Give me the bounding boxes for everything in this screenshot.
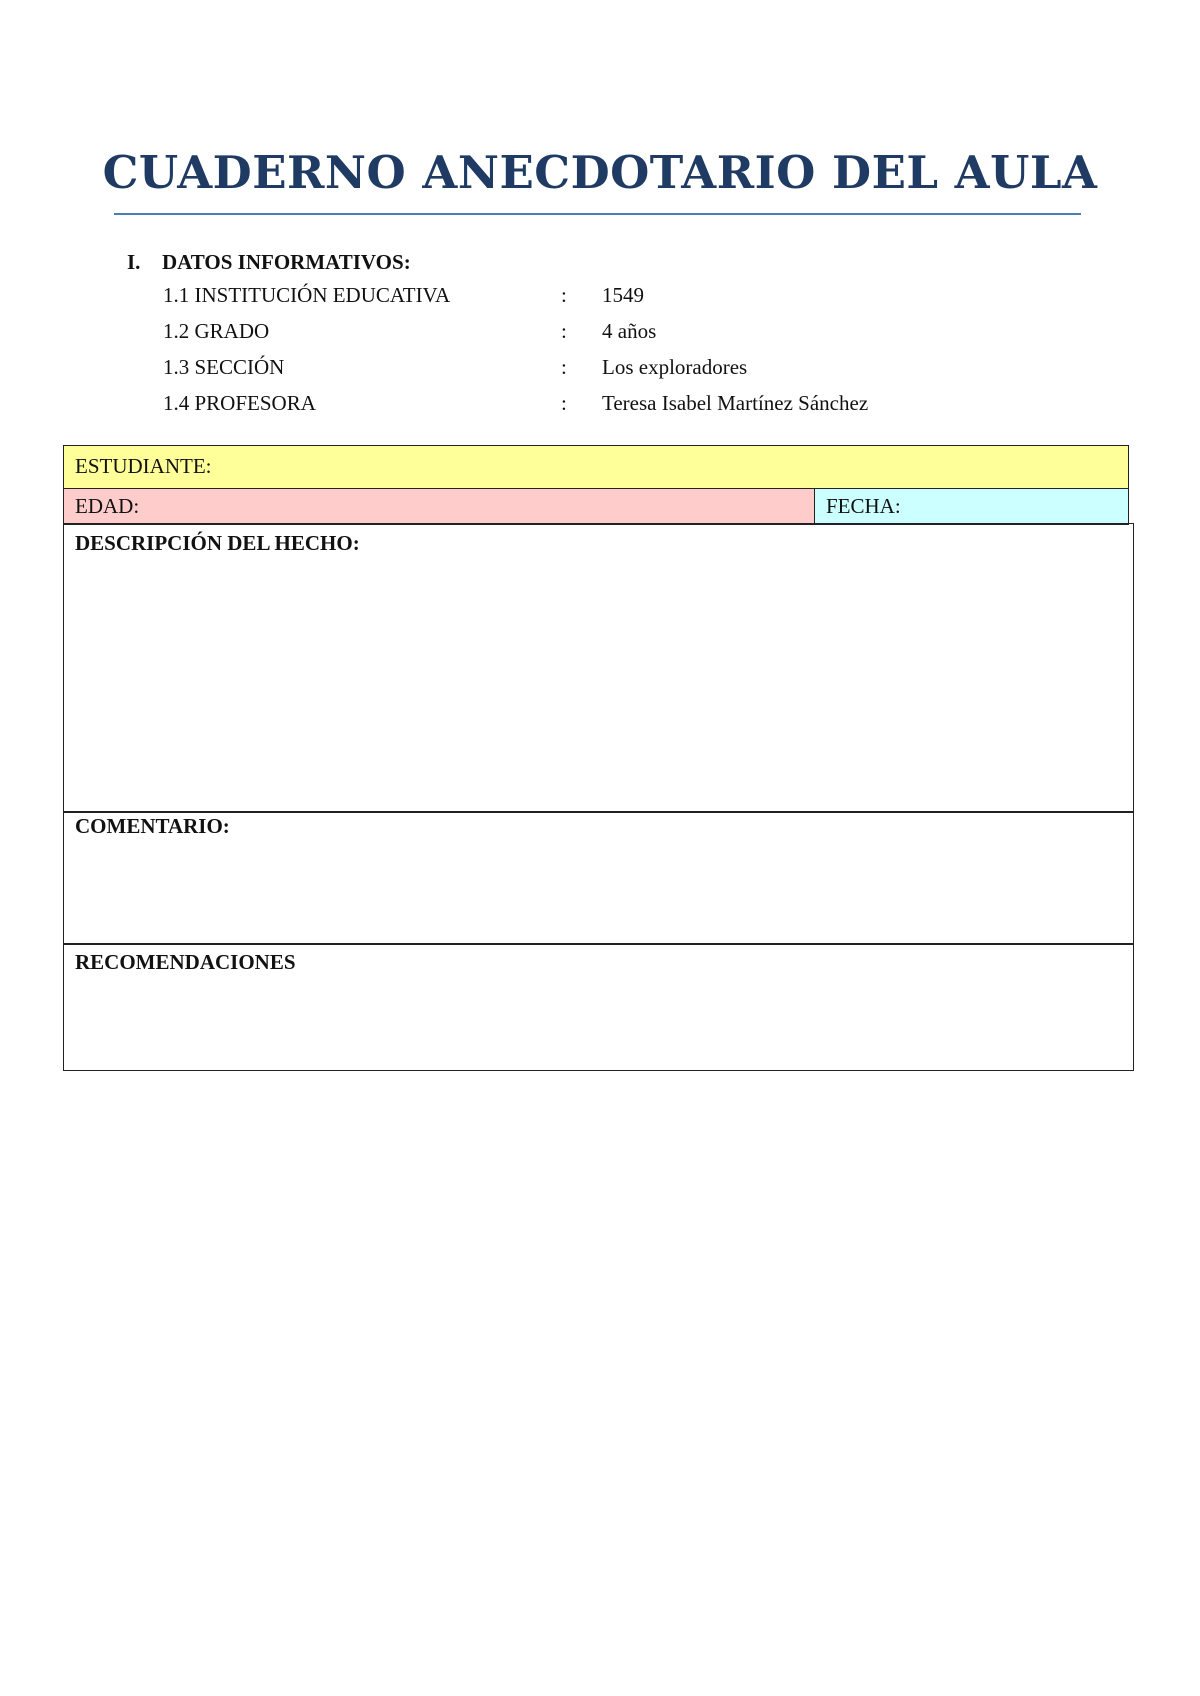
info-label: 1.1 INSTITUCIÓN EDUCATIVA [163, 283, 451, 307]
estudiante-label: ESTUDIANTE: [75, 454, 212, 478]
info-value: 4 años [602, 319, 657, 343]
estudiante-field[interactable] [63, 445, 1129, 490]
descripcion-field[interactable] [63, 523, 1134, 813]
info-colon: : [561, 355, 567, 379]
info-colon: : [561, 283, 567, 307]
fecha-field[interactable] [814, 488, 1129, 525]
section-number: I. [127, 250, 141, 274]
edad-label: EDAD: [75, 494, 140, 518]
descripcion-label: DESCRIPCIÓN DEL HECHO: [75, 531, 360, 555]
info-value: Los exploradores [602, 355, 748, 379]
title-underline [114, 213, 1081, 215]
fecha-label: FECHA: [826, 494, 901, 518]
recomendaciones-label: RECOMENDACIONES [75, 950, 296, 974]
section-heading [127, 250, 411, 275]
comentario-field[interactable] [63, 811, 1134, 945]
info-colon: : [561, 391, 567, 415]
info-value: 1549 [602, 283, 644, 307]
section-heading-text: DATOS INFORMATIVOS: [162, 250, 411, 274]
document-title: CUADERNO ANECDOTARIO DEL AULA [102, 146, 1098, 199]
edad-field[interactable] [63, 488, 816, 525]
comentario-label: COMENTARIO: [75, 814, 230, 838]
info-label: 1.3 SECCIÓN [163, 355, 285, 379]
info-label: 1.4 PROFESORA [163, 391, 316, 415]
info-colon: : [561, 319, 567, 343]
recomendaciones-field[interactable] [63, 943, 1134, 1071]
info-value: Teresa Isabel Martínez Sánchez [602, 391, 869, 415]
info-label: 1.2 GRADO [163, 319, 270, 343]
